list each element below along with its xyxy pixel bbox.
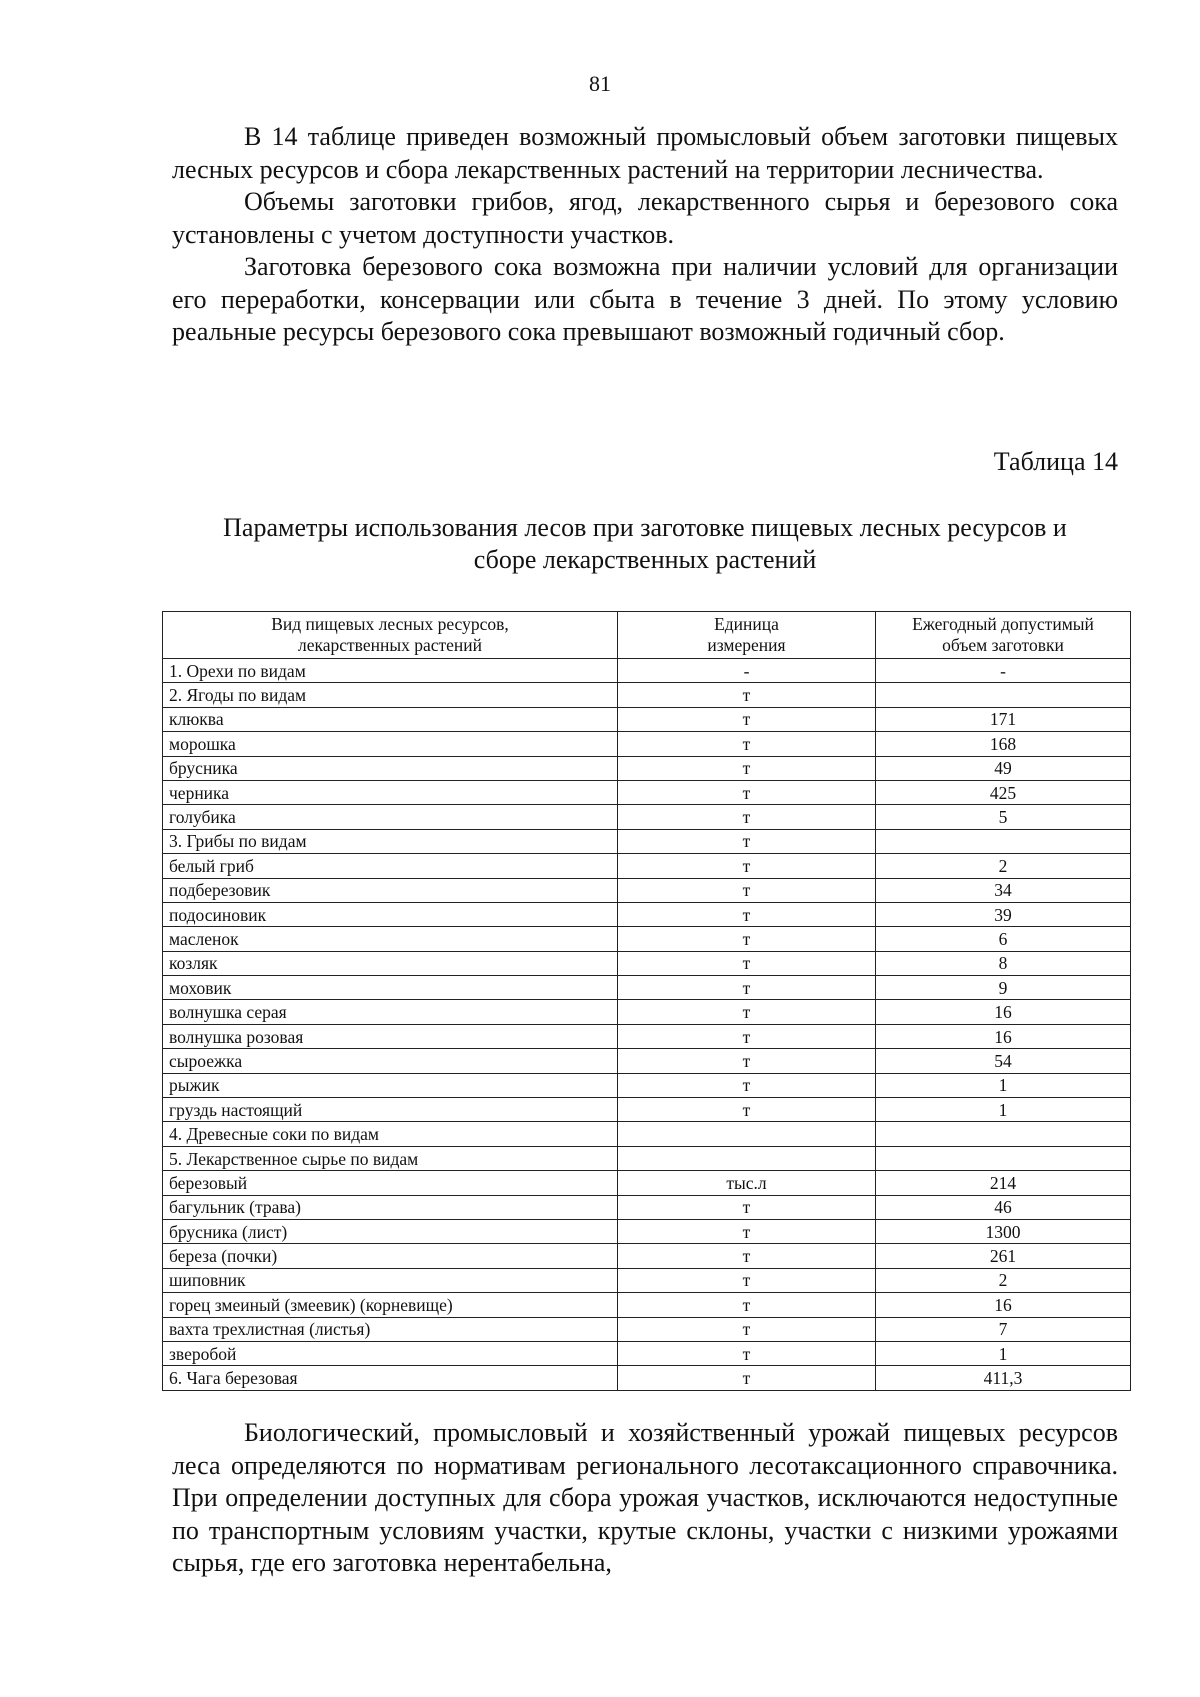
cell-resource-name: 3. Грибы по видам <box>163 829 618 853</box>
table-row <box>163 1293 1131 1317</box>
cell-unit: т <box>618 1219 876 1243</box>
cell-resource-name: сыроежка <box>163 1049 618 1073</box>
cell-unit: т <box>618 1244 876 1268</box>
table-header-row <box>163 612 1131 659</box>
table-row <box>163 976 1131 1000</box>
cell-resource-name: шиповник <box>163 1268 618 1292</box>
cell-resource-name: подберезовик <box>163 878 618 902</box>
header-resource-type-line-2: лекарственных растений <box>297 635 482 655</box>
cell-resource-name: 1. Орехи по видам <box>163 659 618 683</box>
cell-unit: - <box>618 659 876 683</box>
cell-volume <box>876 1146 1131 1170</box>
header-unit-line-1: Единица <box>714 614 779 634</box>
cell-resource-name: белый гриб <box>163 854 618 878</box>
table-row <box>163 951 1131 975</box>
cell-unit: т <box>618 1268 876 1292</box>
table-row <box>163 1171 1131 1195</box>
cell-resource-name: брусника (лист) <box>163 1219 618 1243</box>
cell-resource-name: багульник (трава) <box>163 1195 618 1219</box>
page-number: 81 <box>589 71 611 96</box>
cell-volume: 2 <box>876 854 1131 878</box>
header-resource-type <box>163 612 618 659</box>
table-row <box>163 780 1131 804</box>
cell-volume: 1 <box>876 1073 1131 1097</box>
cell-volume <box>876 829 1131 853</box>
table-row <box>163 829 1131 853</box>
cell-resource-name: 5. Лекарственное сырье по видам <box>163 1146 618 1170</box>
cell-volume: 54 <box>876 1049 1131 1073</box>
cell-resource-name: клюква <box>163 707 618 731</box>
cell-volume: 16 <box>876 1000 1131 1024</box>
cell-volume: 16 <box>876 1293 1131 1317</box>
table-row <box>163 854 1131 878</box>
cell-resource-name: подосиновик <box>163 902 618 926</box>
cell-resource-name: горец змеиный (змеевик) (корневище) <box>163 1293 618 1317</box>
table-row <box>163 1341 1131 1365</box>
cell-volume: 5 <box>876 805 1131 829</box>
cell-resource-name: береза (почки) <box>163 1244 618 1268</box>
cell-resource-name: козляк <box>163 951 618 975</box>
cell-unit: т <box>618 1049 876 1073</box>
table-row <box>163 878 1131 902</box>
table-row <box>163 1195 1131 1219</box>
table-row <box>163 1366 1131 1390</box>
cell-volume: 39 <box>876 902 1131 926</box>
table-title-line-2: сборе лекарственных растений <box>473 545 817 574</box>
table-row <box>163 1268 1131 1292</box>
cell-resource-name: 6. Чага березовая <box>163 1366 618 1390</box>
cell-unit: т <box>618 1293 876 1317</box>
cell-unit: т <box>618 805 876 829</box>
cell-volume: 1 <box>876 1341 1131 1365</box>
cell-resource-name: березовый <box>163 1171 618 1195</box>
cell-unit: т <box>618 1341 876 1365</box>
cell-unit: т <box>618 732 876 756</box>
cell-volume: 425 <box>876 780 1131 804</box>
cell-unit <box>618 1146 876 1170</box>
cell-resource-name: морошка <box>163 732 618 756</box>
header-annual-volume <box>876 612 1131 659</box>
cell-unit: т <box>618 780 876 804</box>
cell-resource-name: 4. Древесные соки по видам <box>163 1122 618 1146</box>
table-row <box>163 1098 1131 1122</box>
cell-resource-name: груздь настоящий <box>163 1098 618 1122</box>
cell-volume: 16 <box>876 1024 1131 1048</box>
table-row <box>163 1000 1131 1024</box>
table-row <box>163 1244 1131 1268</box>
cell-volume: 34 <box>876 878 1131 902</box>
cell-unit: т <box>618 1098 876 1122</box>
cell-resource-name: 2. Ягоды по видам <box>163 683 618 707</box>
cell-unit: т <box>618 683 876 707</box>
outro-text <box>172 1417 1118 1580</box>
cell-unit: т <box>618 927 876 951</box>
table-label: Таблица 14 <box>993 447 1118 476</box>
table-row <box>163 1219 1131 1243</box>
cell-unit: т <box>618 1317 876 1341</box>
table-row <box>163 902 1131 926</box>
cell-unit: т <box>618 1073 876 1097</box>
cell-volume: 261 <box>876 1244 1131 1268</box>
cell-unit: т <box>618 829 876 853</box>
cell-resource-name: волнушка розовая <box>163 1024 618 1048</box>
cell-unit: т <box>618 854 876 878</box>
cell-volume: 9 <box>876 976 1131 1000</box>
table-row <box>163 927 1131 951</box>
table-row <box>163 1317 1131 1341</box>
cell-volume: 46 <box>876 1195 1131 1219</box>
cell-unit: т <box>618 878 876 902</box>
cell-resource-name: зверобой <box>163 1341 618 1365</box>
table-title <box>150 512 1140 576</box>
cell-volume: 8 <box>876 951 1131 975</box>
cell-resource-name: рыжик <box>163 1073 618 1097</box>
header-annual-volume-line-2: объем заготовки <box>942 635 1064 655</box>
cell-unit <box>618 1122 876 1146</box>
cell-volume: 1 <box>876 1098 1131 1122</box>
intro-paragraph-3: Заготовка березового сока возможна при наличии условий для организации его переработки, консервации или сбыта в течение 3 дней. По этому условию реальные ресурсы березового сока превышают возможный годичный сбор. <box>172 252 1118 346</box>
cell-unit: т <box>618 707 876 731</box>
cell-volume: 49 <box>876 756 1131 780</box>
cell-volume: 2 <box>876 1268 1131 1292</box>
cell-volume: 7 <box>876 1317 1131 1341</box>
table-body <box>163 659 1131 1391</box>
cell-resource-name: вахта трехлистная (листья) <box>163 1317 618 1341</box>
cell-unit: т <box>618 756 876 780</box>
table-row <box>163 1024 1131 1048</box>
cell-volume: 168 <box>876 732 1131 756</box>
table-row <box>163 805 1131 829</box>
cell-volume: 6 <box>876 927 1131 951</box>
header-annual-volume-line-1: Ежегодный допустимый <box>912 614 1094 634</box>
cell-resource-name: черника <box>163 780 618 804</box>
cell-unit: т <box>618 1195 876 1219</box>
cell-unit: т <box>618 976 876 1000</box>
cell-unit: т <box>618 1000 876 1024</box>
intro-paragraph-1: В 14 таблице приведен возможный промысловый объем заготовки пищевых лесных ресурсов и сбора лекарственных растений на территории лесничества. <box>172 122 1118 184</box>
cell-resource-name: моховик <box>163 976 618 1000</box>
cell-volume: 214 <box>876 1171 1131 1195</box>
cell-volume: - <box>876 659 1131 683</box>
cell-resource-name: брусника <box>163 756 618 780</box>
cell-volume: 171 <box>876 707 1131 731</box>
outro-paragraph: Биологический, промысловый и хозяйственный урожай пищевых ресурсов леса определяются по нормативам регионального лесотаксационного справочника. При определении доступных для сбора урожая участков, исключаются недоступные по транспортным условиям участки, крутые склоны, участки с низкими урожаями сырья, где его заготовка нерентабельна, <box>172 1418 1118 1577</box>
cell-unit: т <box>618 902 876 926</box>
header-resource-type-line-1: Вид пищевых лесных ресурсов, <box>271 614 509 634</box>
cell-unit: т <box>618 951 876 975</box>
header-unit-line-2: измерения <box>707 635 786 655</box>
table-title-line-1: Параметры использования лесов при заготовке пищевых лесных ресурсов и <box>223 513 1067 542</box>
intro-paragraph-2: Объемы заготовки грибов, ягод, лекарственного сырья и березового сока установлены с учетом доступности участков. <box>172 187 1118 249</box>
cell-volume <box>876 683 1131 707</box>
header-unit <box>618 612 876 659</box>
table-row <box>163 683 1131 707</box>
cell-volume: 411,3 <box>876 1366 1131 1390</box>
table-row <box>163 732 1131 756</box>
cell-resource-name: голубика <box>163 805 618 829</box>
cell-unit: т <box>618 1024 876 1048</box>
cell-resource-name: волнушка серая <box>163 1000 618 1024</box>
cell-unit: т <box>618 1366 876 1390</box>
table-row <box>163 756 1131 780</box>
table-row <box>163 1146 1131 1170</box>
resources-table <box>162 611 1131 1391</box>
cell-unit: тыс.л <box>618 1171 876 1195</box>
table-row <box>163 707 1131 731</box>
table-row <box>163 659 1131 683</box>
cell-volume: 1300 <box>876 1219 1131 1243</box>
table-row <box>163 1049 1131 1073</box>
cell-resource-name: масленок <box>163 927 618 951</box>
table-row <box>163 1073 1131 1097</box>
intro-text <box>172 121 1118 349</box>
cell-volume <box>876 1122 1131 1146</box>
table-row <box>163 1122 1131 1146</box>
